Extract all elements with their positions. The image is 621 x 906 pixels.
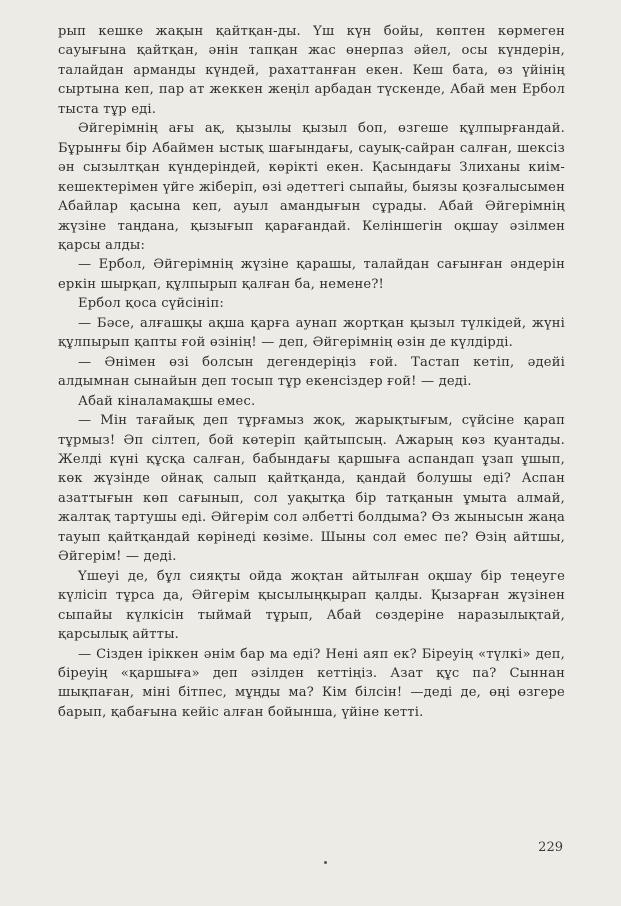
paragraph-6: — Әнімен өзі болсын дегендеріңіз ғой. Тастап кетіп, әдейі алдымнан сынайын деп тосып тұр екенсіздер ғой! — деді. bbox=[58, 354, 565, 390]
paragraph-4: Ербол қоса сүйсініп: bbox=[78, 296, 224, 312]
paragraph-7: Абай кіналамақшы емес. bbox=[78, 393, 256, 409]
paragraph-9: Үшеуі де, бұл сияқты ойда жоқтан айтылған оқшау бір теңеуге күлісіп тұрса да, Әйгерім қысылыңқырап қалды. Қызарған жүзінен сыпайы күлкісін тыймай тұрып, Абай сөздеріне наразылықтай, қарсылық айтты. bbox=[58, 568, 565, 643]
page-number: 229 bbox=[538, 840, 563, 855]
page-body-text bbox=[58, 22, 565, 722]
print-dot-mark bbox=[324, 861, 327, 864]
paragraph-2: Әйгерімнің ағы ақ, қызылы қызыл боп, өзгеше құлпырғандай. Бұрынғы бір Абаймен ыстық шағындағы, сауық-сайран салған, шексіз ән сызылтқан күндеріндей, көрікті екен. Қасындағы Злиханы киім-кешектерімен үйге жіберіп, өзі әдеттегі сыпайы, быязы қозғалысымен Абайлар қасына кеп, ауыл амандығын сұрады. Абай Әйгерімнің жүзіне таңдана, қызығып қарағандай. Келіншегін оқшау әзілмен қарсы алды: bbox=[58, 121, 565, 253]
paragraph-8: — Мін тағайық деп тұрғамыз жоқ, жарықтығым, сүйсіне қарап тұрмыз! Әп сілтеп, бой көтеріп қайтыпсың. Ажарың көз қуантады. Желді күні құсқа салған, бабындағы қаршыға аспандап ұзап ұшып, көк жүзінде ойнақ салып қайтқанда, қандай болушы еді? Аспан азаттығын көп сағынып, сол уақытқа бір татқанын ұмыта алмай, жалтақ тартушы еді. Әйгерім сол әлбетті болдыма? Өз жынысын жаңа тауып қайтқандай көрінеді көзіме. Шыны сол емес пе? Өзің айтшы, Әйгерім! — деді. bbox=[58, 413, 565, 565]
paragraph-10: — Сізден іріккен әнім бар ма еді? Нені аяп ек? Біреуің «түлкі» деп, біреуің «қаршыға» деп әзілден кеттіңіз. Азат құс па? Сыннан шықпаған, міні бітпес, мұңды ма? Кім білсін! —деді де, өңі өзгере барып, қабағына кейіс алған бойынша, үйіне кетті. bbox=[58, 646, 565, 720]
paragraph-1: рып кешке жақын қайтқан-ды. Үш күн бойы, көптен көрмеген сауығына қайтқан, әнін тапқан жас өнерпаз әйел, осы күндерін, талайдан арманды күндей, рахаттанған екен. Кеш бата, өз үйінің сыртына кеп, пар ат жеккен жеңіл арбадан түскенде, Абай мен Ербол тыста тұр еді. bbox=[58, 24, 565, 117]
paragraph-3: — Ербол, Әйгерімнің жүзіне қарашы, талайдан сағынған әндерін еркін шырқап, құлпырып қалған ба, немене?! bbox=[58, 257, 565, 292]
paragraph-5: — Бәсе, алғашқы ақша қарға аунап жортқан қызыл түлкідей, жүні құлпырып қапты ғой өзінің! — деп, Әйгерімнің өзін де күлдірді. bbox=[58, 315, 565, 351]
